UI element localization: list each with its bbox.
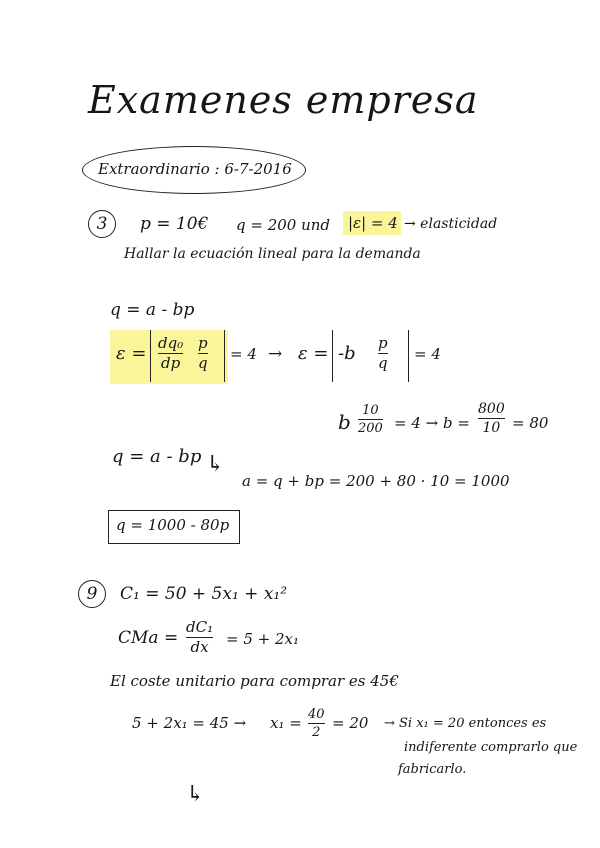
fraction-numerator: 40 xyxy=(308,707,325,722)
b-fraction xyxy=(358,404,383,435)
fraction-denominator: q xyxy=(378,354,388,373)
fraction-denominator: dx xyxy=(190,638,209,657)
elasticity-equals-four: = 4 xyxy=(230,345,257,363)
a-calculation: a = q + bp = 200 + 80 · 10 = 1000 xyxy=(242,472,510,490)
derivative-fraction xyxy=(158,336,183,371)
elasticity-symbol: ε = xyxy=(116,343,147,364)
exam-label: Extraordinario : 6-7-2016 xyxy=(98,160,292,178)
abs-bar-left xyxy=(150,330,151,382)
b-result-fraction xyxy=(478,402,505,435)
problem-number-9: 9 xyxy=(78,580,106,608)
fraction-numerator: dq₀ xyxy=(158,334,184,352)
fraction-denominator: q xyxy=(198,354,208,373)
given-quantity: q = 200 und xyxy=(236,216,331,234)
p-over-q-fraction-2 xyxy=(378,336,388,371)
fraction-denominator: 10 xyxy=(482,420,501,437)
fraction-numerator: 800 xyxy=(478,401,505,417)
elasticity-symbol-2: ε = xyxy=(298,343,329,364)
solve-equation: 5 + 2x₁ = 45 → xyxy=(132,714,247,732)
fraction-line xyxy=(308,723,325,724)
fraction-line xyxy=(478,418,505,419)
page-title: Examenes empresa xyxy=(88,78,479,122)
x1-fraction xyxy=(308,708,325,739)
marginal-cost-result: = 5 + 2x₁ xyxy=(226,630,300,648)
substitution-arrow: ↳ xyxy=(206,452,225,477)
abs-bar-right-2 xyxy=(408,330,409,382)
elasticity-equals-four-2: = 4 xyxy=(414,345,441,363)
unit-cost-statement: El coste unitario para comprar es 45€ xyxy=(110,672,399,690)
minus-b: -b xyxy=(338,343,356,364)
abs-bar-left-2 xyxy=(332,330,333,382)
fraction-denominator: 200 xyxy=(358,421,383,437)
marginal-cost-label: CMa = xyxy=(118,628,179,648)
fraction-denominator: dp xyxy=(161,354,181,373)
conclusion-line-2: indiferente comprarlo que xyxy=(404,740,578,755)
cost-function: C₁ = 50 + 5x₁ + x₁² xyxy=(120,584,288,604)
fraction-numerator: 10 xyxy=(362,403,379,418)
conclusion-line-1: → Si x₁ = 20 entonces es xyxy=(384,716,547,731)
given-price: p = 10€ xyxy=(140,214,209,234)
fraction-line xyxy=(358,419,383,420)
given-elasticity: |ε| = 4 xyxy=(348,214,398,232)
abs-bar-right xyxy=(224,330,225,382)
implies-arrow: → xyxy=(268,344,283,364)
fraction-numerator: p xyxy=(378,334,388,352)
b-symbol: b xyxy=(338,410,351,434)
problem-number-3: 3 xyxy=(88,210,116,238)
linear-demand-equation: q = a - bp xyxy=(110,300,195,320)
demand-result: q = 1000 - 80p xyxy=(116,516,230,534)
marginal-cost-fraction xyxy=(186,620,213,655)
fraction-denominator: 2 xyxy=(312,725,321,741)
conclusion-line-3: fabricarlo. xyxy=(398,762,467,777)
linear-demand-equation-2: q = a - bp xyxy=(112,446,202,467)
p-over-q-fraction xyxy=(198,336,208,371)
fraction-numerator: dC₁ xyxy=(186,618,214,636)
b-equals-step: = 4 → b = xyxy=(394,414,470,432)
elasticity-note: → elasticidad xyxy=(404,216,498,232)
x1-result: = 20 xyxy=(332,714,369,732)
fraction-numerator: p xyxy=(198,334,208,352)
end-arrow: ↳ xyxy=(186,782,205,807)
problem3-statement: Hallar la ecuación lineal para la demanda xyxy=(124,246,421,262)
b-result: = 80 xyxy=(512,414,549,432)
x1-label: x₁ = xyxy=(270,714,302,732)
